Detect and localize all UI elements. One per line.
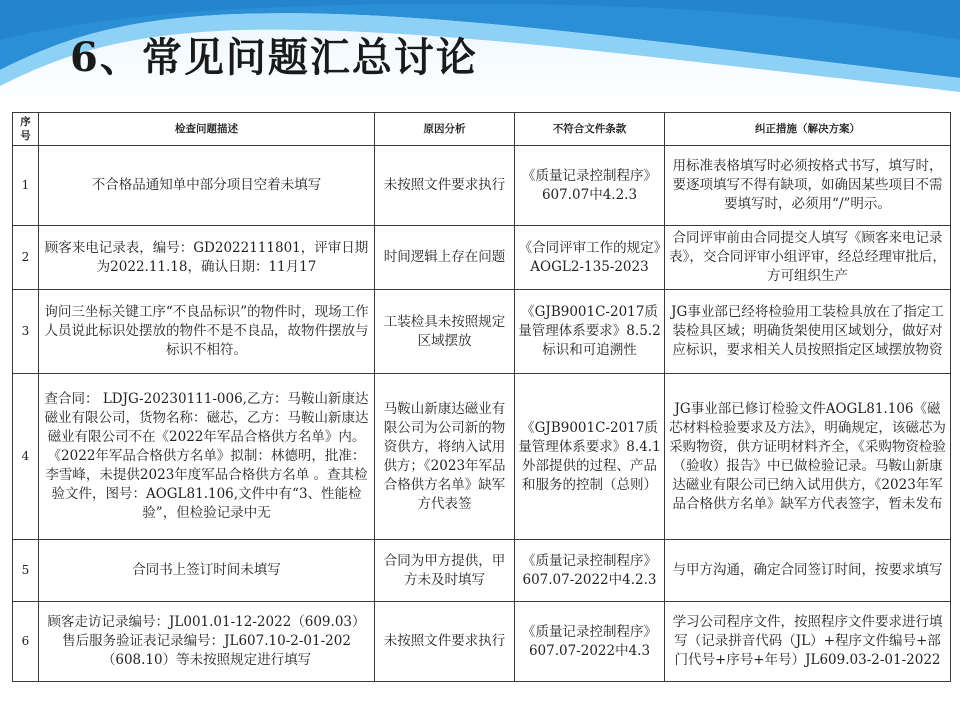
row-no: 6 — [13, 602, 39, 682]
row-no: 1 — [13, 146, 39, 226]
row-cause: 时间逻辑上存在问题 — [375, 226, 515, 290]
row-desc: 询问三坐标关键工序“不良品标识”的物件时，现场工作人员说此标识处摆放的物件不是不良品，故物件摆放与标识不相符。 — [39, 290, 375, 374]
table-row — [13, 290, 951, 374]
row-desc: 不合格品通知单中部分项目空着未填写 — [39, 146, 375, 226]
row-action: 用标准表格填写时必须按格式书写，填写时，要逐项填写不得有缺项，如确因某些项目不需要填写时，必须用“/”明示。 — [665, 146, 951, 226]
row-action: JG事业部已经将检验用工装检具放在了指定工装检具区域；明确货架使用区域划分，做好对应标识，要求相关人员按照指定区域摆放物资 — [665, 290, 951, 374]
page-title: 6、常见问题汇总讨论 — [70, 34, 478, 81]
row-action: 与甲方沟通，确定合同签订时间，按要求填写 — [665, 540, 951, 602]
header-desc: 检查问题描述 — [39, 113, 375, 146]
issues-table — [12, 112, 951, 682]
row-desc: 顾客走访记录编号：JL001.01-12-2022（609.03）售后服务验证表记录编号：JL607.10-2-01-202（608.10）等未按照规定进行填写 — [39, 602, 375, 682]
row-clause: 《质量记录控制程序》607.07-2022中4.3 — [515, 602, 665, 682]
table-header-row — [13, 113, 951, 146]
row-cause: 合同为甲方提供，甲方未及时填写 — [375, 540, 515, 602]
row-desc: 查合同： LDJG-20230111-006,乙方：马鞍山新康达磁业有限公司，货物名称：磁芯，乙方：马鞍山新康达磁业有限公司不在《2022年军品合格供方名单》内。《2022年军品合格供方名单》拟制：林德明，批准：李雪峰，未提供2023年度军品合格供方名单 。查其检验文件，图号：AOGL81.106,文件中有“3、性能检验”，但检验记录中无 — [39, 374, 375, 540]
table-row — [13, 226, 951, 290]
row-desc: 顾客来电记录表，编号：GD2022111801，评审日期为2022.11.18，确认日期：11月17 — [39, 226, 375, 290]
row-clause: 《GJB9001C-2017质量管理体系要求》8.4.1外部提供的过程、产品和服务的控制（总则） — [515, 374, 665, 540]
row-clause: 《质量记录控制程序》607.07-2022中4.2.3 — [515, 540, 665, 602]
row-clause: 《质量记录控制程序》607.07中4.2.3 — [515, 146, 665, 226]
table-row — [13, 146, 951, 226]
row-clause: 《合同评审工作的规定》AOGL2-135-2023 — [515, 226, 665, 290]
row-cause: 工装检具未按照规定区域摆放 — [375, 290, 515, 374]
row-action: 学习公司程序文件，按照程序文件要求进行填写（记录拼音代码（JL）+程序文件编号+部门代号+序号+年号）JL609.03-2-01-2022 — [665, 602, 951, 682]
table-row — [13, 540, 951, 602]
row-clause: 《GJB9001C-2017质量管理体系要求》8.5.2标识和可追溯性 — [515, 290, 665, 374]
row-no: 2 — [13, 226, 39, 290]
row-no: 5 — [13, 540, 39, 602]
title-banner — [0, 0, 960, 105]
row-action: JG事业部已修订检验文件AOGL81.106《磁芯材料检验要求及方法》，明确规定，该磁芯为采购物资，供方证明材料齐全，《采购物资检验（验收）报告》中已做检验记录。马鞍山新康达磁业有限公司已纳入试用供方，《2023年军品合格供方名单》缺军方代表签字，暂未发布 — [665, 374, 951, 540]
table-row — [13, 602, 951, 682]
table-row — [13, 374, 951, 540]
header-action: 纠正措施（解决方案） — [665, 113, 951, 146]
header-seq: 序号 — [13, 113, 39, 146]
row-no: 4 — [13, 374, 39, 540]
row-action: 合同评审前由合同提交人填写《顾客来电记录表》，交合同评审小组评审，经总经理审批后，方可组织生产 — [665, 226, 951, 290]
header-clause: 不符合文件条款 — [515, 113, 665, 146]
row-cause: 未按照文件要求执行 — [375, 602, 515, 682]
header-cause: 原因分析 — [375, 113, 515, 146]
row-desc: 合同书上签订时间未填写 — [39, 540, 375, 602]
row-no: 3 — [13, 290, 39, 374]
row-cause: 未按照文件要求执行 — [375, 146, 515, 226]
row-cause: 马鞍山新康达磁业有限公司为公司新的物资供方，将纳入试用供方；《2023年军品合格供方名单》缺军方代表签 — [375, 374, 515, 540]
